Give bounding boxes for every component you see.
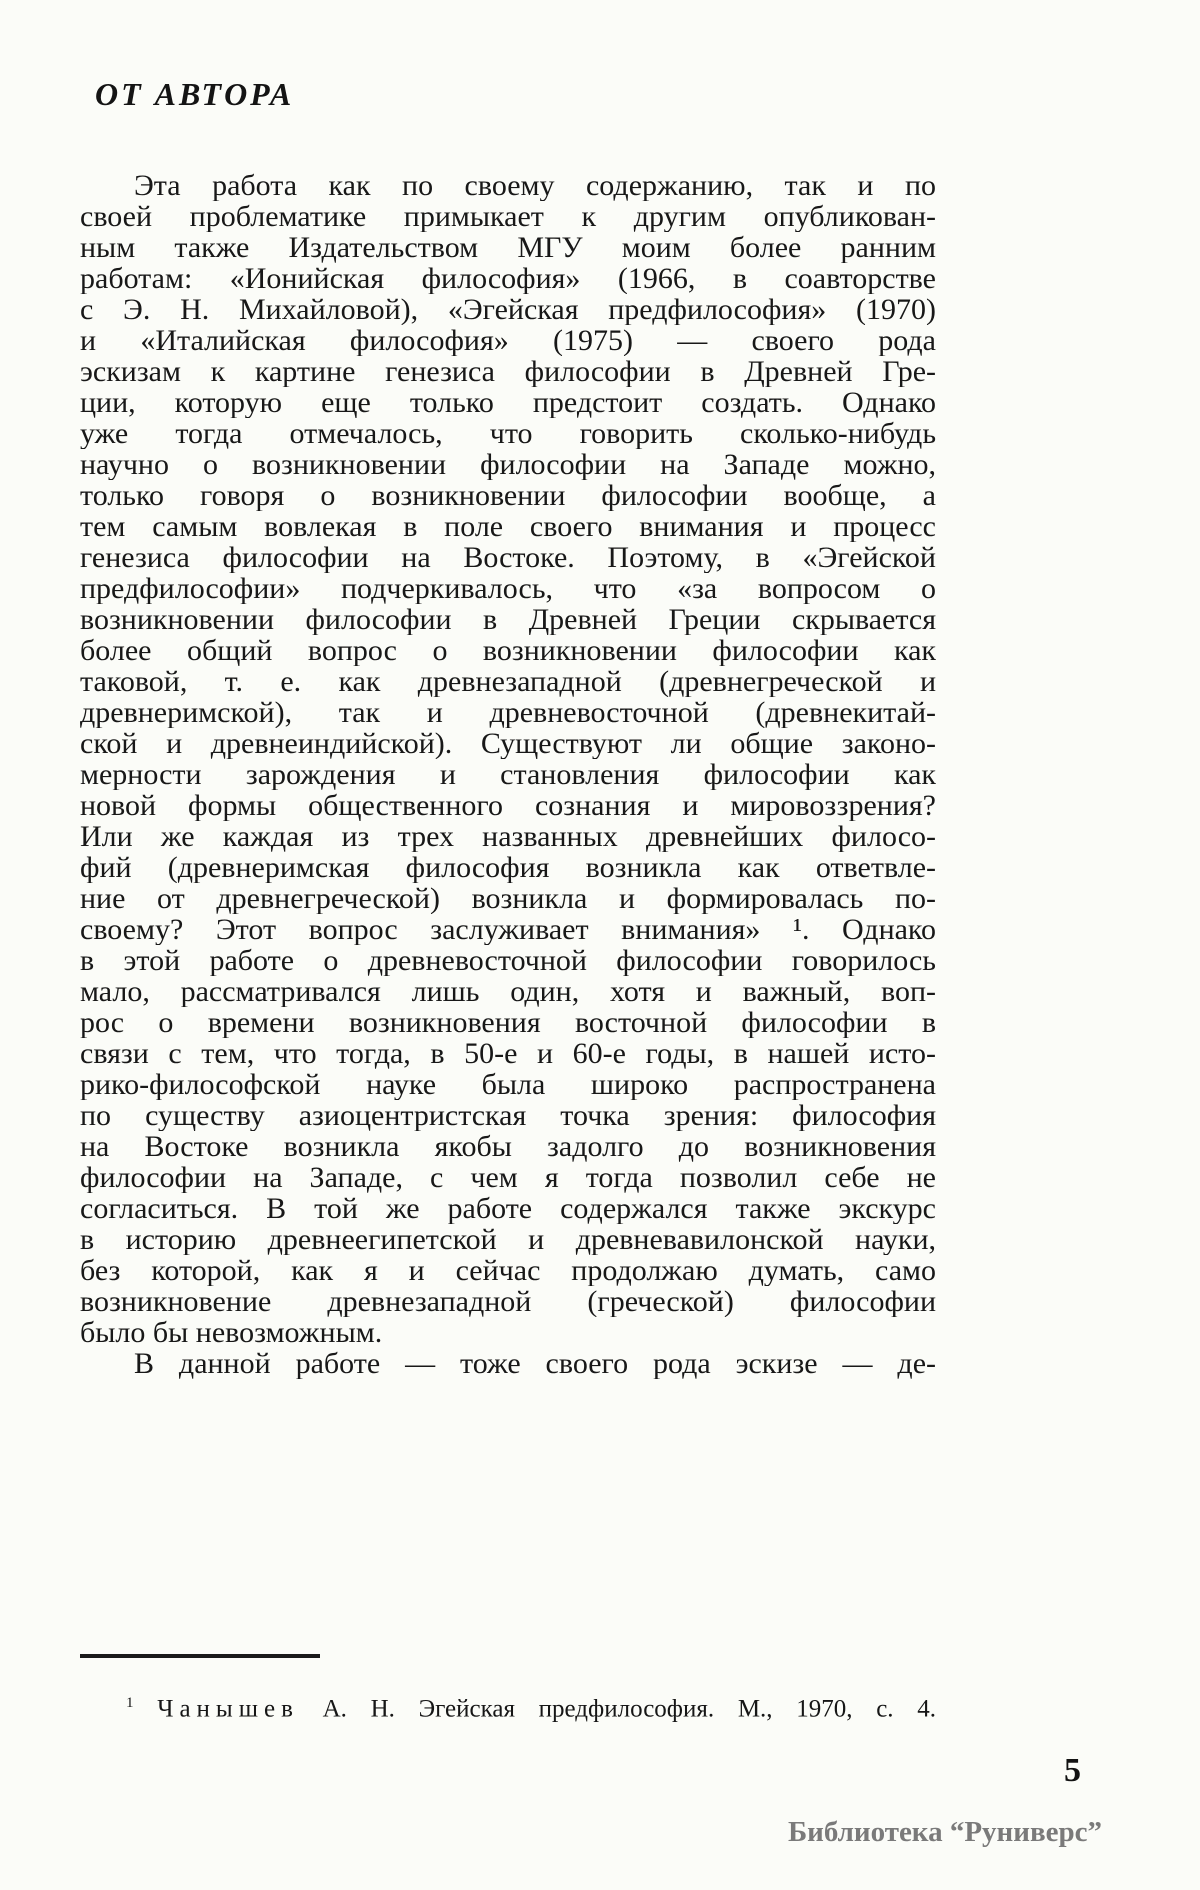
text-line: ской и древнеиндийской). Существуют ли общие законо- [80, 728, 936, 759]
text-line: без которой, как я и сейчас продолжаю думать, само [80, 1255, 936, 1286]
footnote-text: А. Н. Эгейская предфилософия. М., 1970, с. 4. [322, 1695, 936, 1723]
text-line: В данной работе — тоже своего рода эскизе — де- [134, 1348, 936, 1379]
footnote-divider [80, 1654, 320, 1658]
text-line: было бы невозможным. [80, 1317, 383, 1348]
text-line: связи с тем, что тогда, в 50-е и 60-е годы, в нашей исто- [80, 1038, 936, 1069]
text-line: рос о времени возникновения восточной философии в [80, 1007, 936, 1038]
footnote [80, 1688, 936, 1724]
text-line: согласиться. В той же работе содержался также экскурс [80, 1193, 936, 1224]
text-line: эскизам к картине генезиса философии в Древней Гре- [80, 356, 936, 387]
text-line: своей проблематике примыкает к другим опубликован- [80, 201, 936, 232]
text-line: в историю древнеегипетской и древневавилонской науки, [80, 1224, 936, 1255]
text-line: возникновение древнезападной (греческой) философии [80, 1286, 936, 1317]
footnote-author: Чанышев [157, 1695, 299, 1723]
text-line: новой формы общественного сознания и мировоззрения? [80, 790, 936, 821]
text-line: Эта работа как по своему содержанию, так и по [134, 170, 936, 201]
text-line: на Востоке возникла якобы задолго до возникновения [80, 1131, 936, 1162]
text-line: работам: «Ионийская философия» (1966, в соавторстве [80, 263, 936, 294]
body-text [80, 170, 936, 1379]
text-line: тем самым вовлекая в поле своего внимания и процесс [80, 511, 936, 542]
text-line: мерности зарождения и становления философии как [80, 759, 936, 790]
text-line: только говоря о возникновении философии вообще, а [80, 480, 936, 511]
footnote-marker: 1 [126, 1695, 134, 1711]
text-line: с Э. Н. Михайловой), «Эгейская предфилософия» (1970) [80, 294, 936, 325]
library-watermark: Библиотека “Руниверс” [787, 1816, 1102, 1848]
text-line: фий (древнеримская философия возникла как ответвле- [80, 852, 936, 883]
text-line: мало, рассматривался лишь один, хотя и важный, воп- [80, 976, 936, 1007]
page-number: 5 [1064, 1752, 1081, 1789]
text-line: более общий вопрос о возникновении философии как [80, 635, 936, 666]
text-line: Или же каждая из трех названных древнейших филосо- [80, 821, 936, 852]
text-line: рико-философской науке была широко распространена [80, 1069, 936, 1100]
text-line: ным также Издательством МГУ моим более ранним [80, 232, 936, 263]
text-line: уже тогда отмечалось, что говорить сколько-нибудь [80, 418, 936, 449]
text-line: предфилософии» подчеркивалось, что «за вопросом о [80, 573, 936, 604]
text-line: генезиса философии на Востоке. Поэтому, в «Эгейской [80, 542, 936, 573]
text-line: таковой, т. е. как древнезападной (древнегреческой и [80, 666, 936, 697]
text-line: древнеримской), так и древневосточной (древнекитай- [80, 697, 936, 728]
text-line: возникновении философии в Древней Греции скрывается [80, 604, 936, 635]
text-line: своему? Этот вопрос заслуживает внимания» ¹. Однако [80, 914, 936, 945]
text-line: в этой работе о древневосточной философии говорилось [80, 945, 936, 976]
text-line: философии на Западе, с чем я тогда позволил себе не [80, 1162, 936, 1193]
text-line: и «Италийская философия» (1975) — своего рода [80, 325, 936, 356]
chapter-header: ОТ АВТОРА [95, 76, 295, 112]
text-line: научно о возникновении философии на Западе можно, [80, 449, 936, 480]
text-line: ние от древнегреческой) возникла и формировалась по- [80, 883, 936, 914]
text-line: ции, которую еще только предстоит создать. Однако [80, 387, 936, 418]
text-line: по существу азиоцентристская точка зрения: философия [80, 1100, 936, 1131]
